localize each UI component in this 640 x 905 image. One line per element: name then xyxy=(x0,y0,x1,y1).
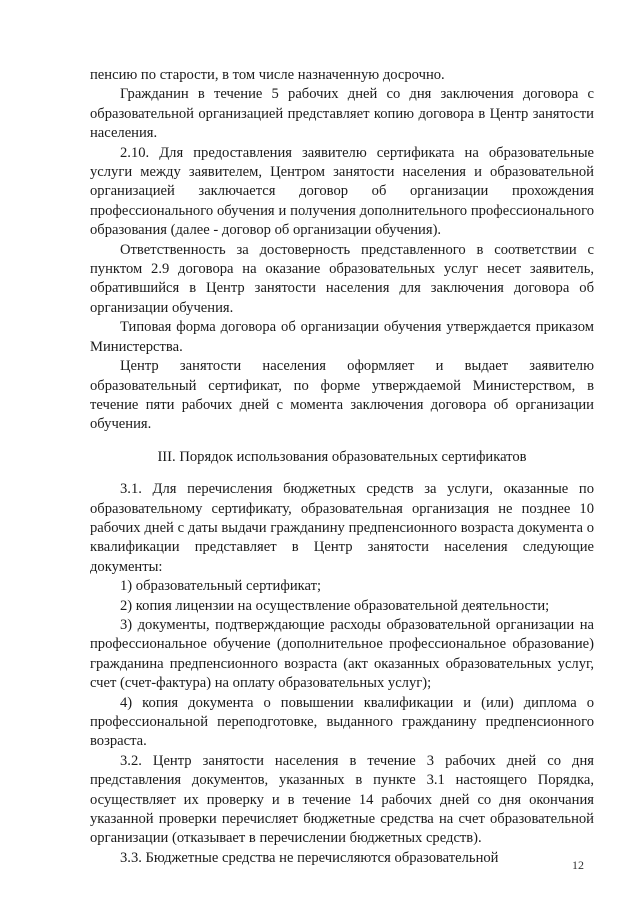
paragraph-3-3: 3.3. Бюджетные средства не перечисляются образовательной xyxy=(120,849,499,866)
section-heading: III. Порядок использования образовательных сертификатов xyxy=(157,448,527,465)
paragraph-certificate-issuance: Центр занятости населения оформляет и выдает заявителю образовательный сертификат, по форме утверждаемой Министерством, в течение пяти рабочих дней с момента заключения договора об организации обучения. xyxy=(90,358,594,433)
list-item-2: 2) копия лицензии на осуществление образовательной деятельности; xyxy=(120,597,550,614)
paragraph-standard-form: Типовая форма договора об организации обучения утверждается приказом Министерства. xyxy=(90,319,594,355)
document-page xyxy=(90,66,594,868)
list-item-1: 1) образовательный сертификат; xyxy=(120,578,322,595)
paragraph-2-10: 2.10. Для предоставления заявителю сертификата на образовательные услуги между заявителем, Центром занятости населения и образовательной организацией заключается договор об организации прохождения профессионального обучения и получения дополнительного профессионального образования (далее - договор об организации обучения). xyxy=(90,144,594,239)
paragraph-pension-continuation: пенсию по старости, в том числе назначенную досрочно. xyxy=(90,67,445,83)
paragraph-3-1: 3.1. Для перечисления бюджетных средств за услуги, оказанные по образовательному сертификату, образовательная организация не позднее 10 рабочих дней с даты выдачи гражданину предпенсионного возраста документа о квалификации представляет в Центр занятости населения следующие документы: xyxy=(90,481,594,575)
paragraph-3-2: 3.2. Центр занятости населения в течение 3 рабочих дней со дня представления документов, указанных в пункте 3.1 настоящего Порядка, осуществляет их проверку и в течение 14 рабочих дней со дня окончания указанной проверки перечисляет бюджетные средства на счет образовательной организации (отказывает в перечислении бюджетных средств). xyxy=(90,752,594,847)
page-number: 12 xyxy=(572,858,584,872)
list-item-3: 3) документы, подтверждающие расходы образовательной организации на профессиональное обучение (дополнительное профессиональное образование) гражданина предпенсионного возраста (акт оказанных образовательных услуг, счет (счет-фактура) на оплату образовательных услуг); xyxy=(90,616,594,692)
paragraph-responsibility: Ответственность за достоверность представленного в соответствии с пунктом 2.9 договора на оказание образовательных услуг несет заявитель, обратившийся в Центр занятости населения для заключения договора об организации обучения. xyxy=(90,241,594,316)
paragraph-citizen-contract-copy: Гражданин в течение 5 рабочих дней со дня заключения договора с образовательной организацией представляет копию договора в Центр занятости населения. xyxy=(90,86,594,142)
list-item-4: 4) копия документа о повышении квалификации и (или) диплома о профессиональной переподготовке, выданного гражданину предпенсионного возраста. xyxy=(90,694,594,750)
